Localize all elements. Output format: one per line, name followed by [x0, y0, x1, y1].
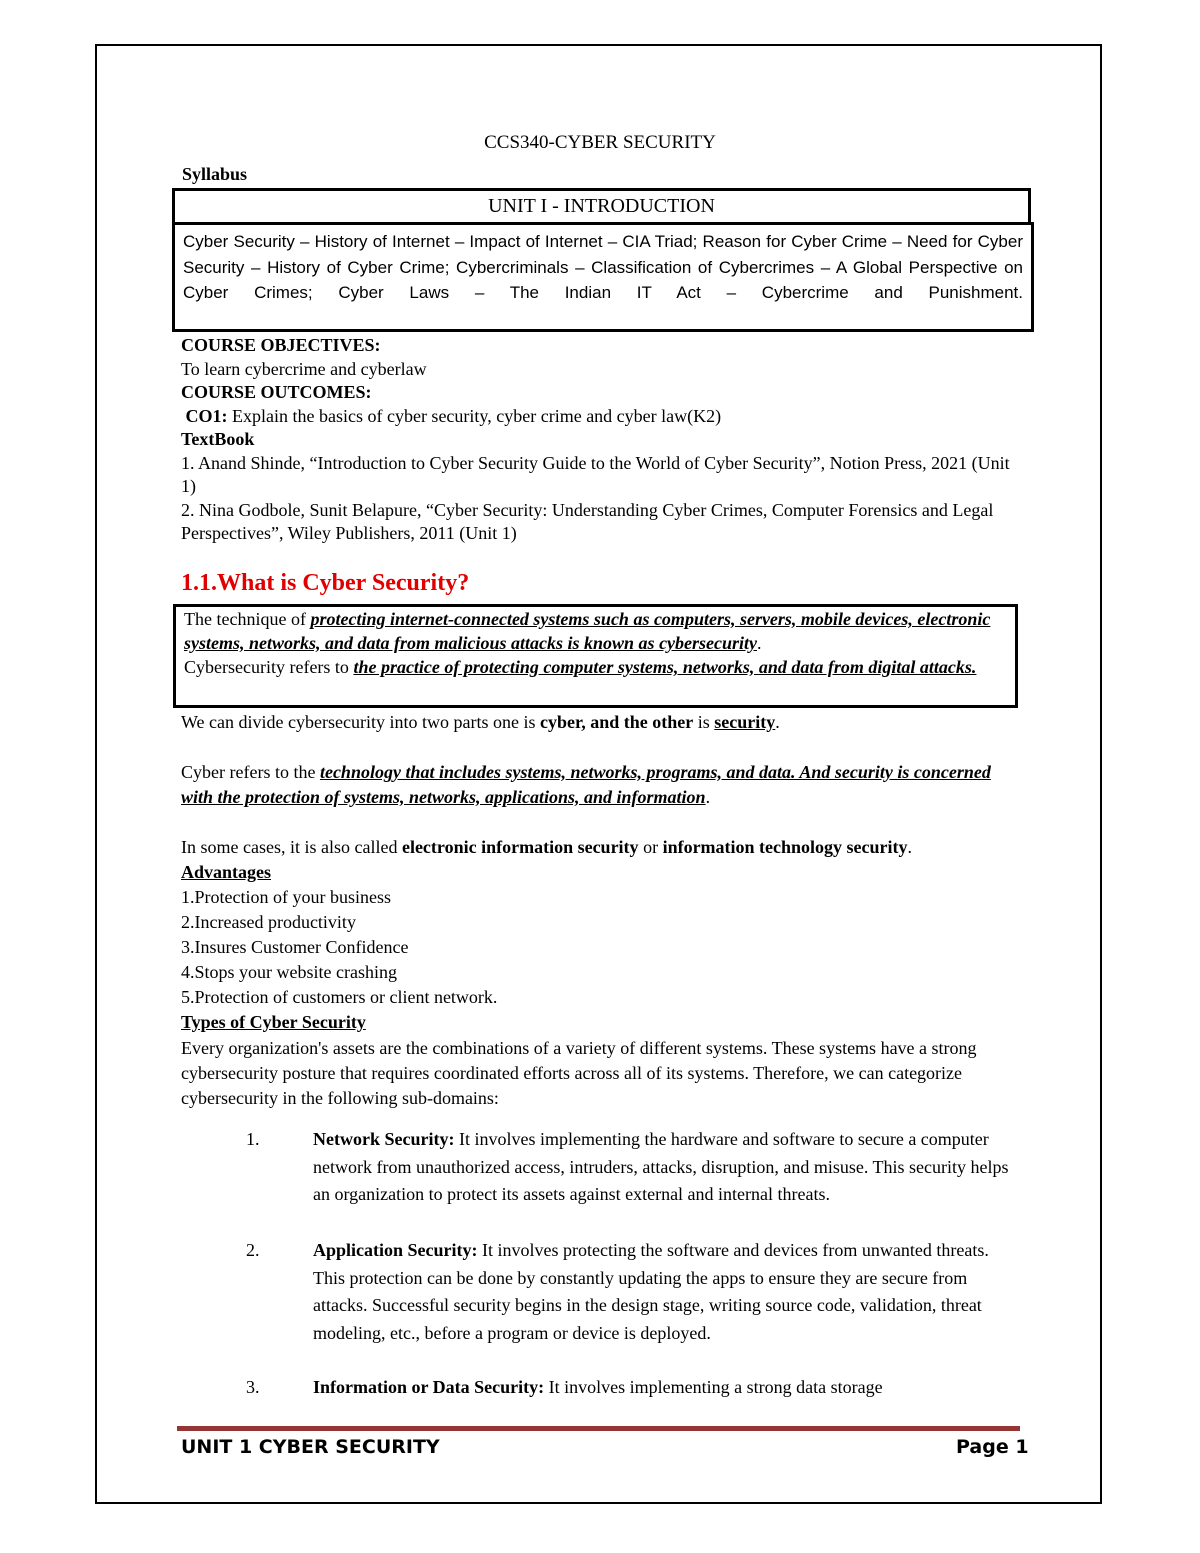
- definition-para-2: [184, 655, 1015, 679]
- advantage-item: 1.Protection of your business: [181, 887, 391, 907]
- definition-lead-2: Cybersecurity refers to: [184, 657, 354, 677]
- also-called-tail: .: [907, 837, 913, 857]
- unit-heading: UNIT I - INTRODUCTION: [488, 195, 715, 217]
- course-outcomes-label: COURSE OUTCOMES:: [181, 382, 372, 402]
- advantages-section: [181, 860, 1021, 1035]
- divide-mid: is: [693, 712, 715, 732]
- subdomain-item: [246, 1374, 1016, 1402]
- also-called-lead: In some cases, it is also called: [181, 837, 402, 857]
- definition-box: [173, 604, 1018, 708]
- course-info: [181, 334, 1021, 546]
- definition-lead: The technique of: [184, 609, 311, 629]
- co-text: Explain the basics of cyber security, cyber crime and cyber law(K2): [227, 405, 722, 426]
- advantage-item: 3.Insures Customer Confidence: [181, 937, 409, 957]
- course-objectives-label: COURSE OBJECTIVES:: [181, 335, 381, 355]
- subdomain-item: [246, 1126, 1016, 1238]
- course-outcome-item: [181, 405, 1021, 429]
- subdomain-title: Application Security:: [313, 1240, 478, 1260]
- advantages-label: Advantages: [181, 862, 272, 882]
- definition-para-1: [184, 607, 1015, 655]
- subdomain-number: 3.: [246, 1377, 260, 1397]
- cyber-emphasis: technology that includes systems, networks, programs, and data. And security is concerned with the protection of systems, networks, applications, and information: [181, 762, 991, 807]
- also-called-mid: or: [638, 837, 663, 857]
- cyber-paragraph: [181, 760, 1021, 810]
- subdomain-title: Information or Data Security:: [313, 1377, 545, 1397]
- footer-page-number: Page 1: [956, 1436, 1029, 1458]
- subdomain-title: Network Security:: [313, 1129, 455, 1149]
- textbook-item: 2. Nina Godbole, Sunit Belapure, “Cyber Security: Understanding Cyber Crimes, Computer Forensics and Legal Perspectives”, Wiley Publishers, 2011 (Unit 1): [181, 499, 994, 543]
- unit-heading-box: [172, 188, 1031, 225]
- definition-emphasis-2: the practice of protecting computer systems, networks, and data from digital attacks.: [353, 657, 977, 677]
- subdomain-description: It involves protecting the software and devices from unwanted threats. This protection can be done by constantly updating the apps to ensure they are secure from attacks. Successful security begins in the design stage, writing source code, validation, threat modeling, etc., before a program or device is deployed.: [313, 1240, 989, 1343]
- subdomain-description: It involves implementing a strong data storage: [544, 1377, 883, 1397]
- subdomain-text: [313, 1374, 1013, 1402]
- definition-emphasis: protecting internet-connected systems such as computers, servers, mobile devices, electronic systems, networks, and data from malicious attacks is known as cybersecurity: [184, 609, 991, 653]
- subdomain-text: [313, 1237, 1013, 1347]
- section-heading: 1.1.What is Cyber Security?: [181, 570, 470, 596]
- advantage-item: 4.Stops your website crashing: [181, 962, 397, 982]
- also-called-term-2: information technology security: [662, 837, 908, 857]
- also-called-term-1: electronic information security: [401, 837, 639, 857]
- divide-bold: cyber, and the other: [539, 712, 694, 732]
- unit-topics: Cyber Security – History of Internet – Impact of Internet – CIA Triad; Reason for Cyber Crime – Need for Cyber Security – History of Cyber Crime; Cybercriminals – Classification of Cybercrimes – A Global Perspective on Cyber Crimes; Cyber Laws – The Indian IT Act – Cybercrime and Punishment.: [183, 232, 1023, 302]
- co-label: CO1:: [185, 405, 228, 426]
- also-called-paragraph: [181, 836, 1021, 860]
- subdomain-number: 2.: [246, 1240, 260, 1260]
- types-intro: Every organization's assets are the combinations of a variety of different systems. These systems have a strong cybersecurity posture that requires coordinated efforts across all of its systems. Therefore, we can categorize cybersecurity in the following sub-domains:: [181, 1038, 977, 1108]
- subdomain-text: [313, 1126, 1013, 1209]
- unit-topics-box: [172, 222, 1034, 332]
- divide-bold-underlined: security: [714, 712, 776, 732]
- footer-rule: [177, 1426, 1020, 1431]
- types-label: Types of Cyber Security: [181, 1012, 366, 1032]
- definition-tail: .: [757, 633, 762, 653]
- footer-unit-label: UNIT 1 CYBER SECURITY: [181, 1436, 440, 1458]
- cyber-tail: .: [705, 787, 711, 807]
- subdomain-number: 1.: [246, 1129, 260, 1149]
- document-title: CCS340-CYBER SECURITY: [484, 132, 716, 153]
- textbook-item: 1. Anand Shinde, “Introduction to Cyber Security Guide to the World of Cyber Security”, Notion Press, 2021 (Unit 1): [181, 452, 1010, 496]
- syllabus-label: Syllabus: [182, 164, 248, 184]
- subdomain-item: [246, 1237, 1016, 1377]
- divide-lead: We can divide cybersecurity into two parts one is: [181, 712, 540, 732]
- subdomain-description: It involves implementing the hardware and software to secure a computer network from unauthorized access, intruders, attacks, disruption, and misuse. This security helps an organization to protect its assets against external and internal threats.: [313, 1129, 1009, 1204]
- textbook-label: TextBook: [181, 429, 255, 449]
- divide-paragraph: [181, 710, 1021, 734]
- cyber-lead: Cyber refers to the: [181, 762, 320, 782]
- advantage-item: 5.Protection of customers or client network.: [181, 987, 498, 1007]
- course-objectives-text: To learn cybercrime and cyberlaw: [181, 358, 427, 379]
- advantage-item: 2.Increased productivity: [181, 912, 356, 932]
- divide-tail: .: [775, 712, 780, 732]
